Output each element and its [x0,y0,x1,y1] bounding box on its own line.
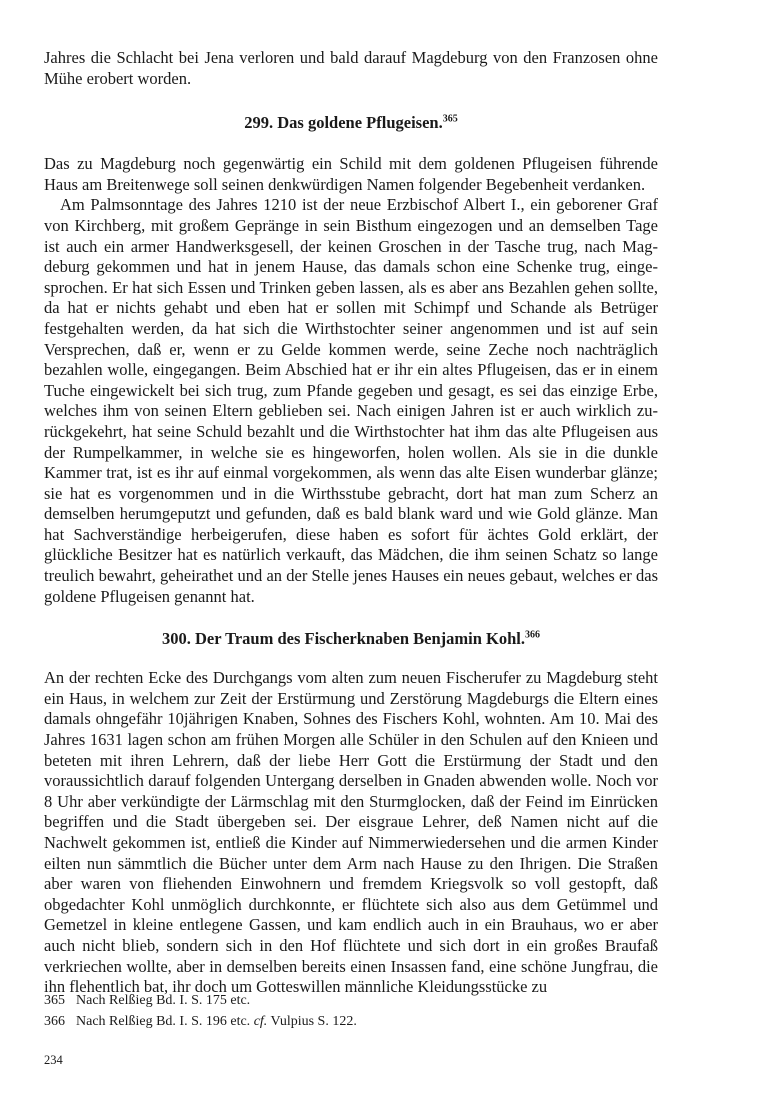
footnote-365 [44,990,658,1011]
section-title-300: 300. Der Traum des Fischerknaben Benjamin Kohl. [161,629,526,649]
section-heading-300 [44,629,658,649]
footnote-text-cont: Vulpius S. 122. [270,1014,357,1029]
section-300-paragraph-1: An der rechten Ecke des Durchgangs vom alten zum neuen Fischerufer zu Magdeburg steht ein Haus, in welchem zur Zeit der Erstürmung und Zerstörung Magdeburgs die Eltern eines damals ohngefähr 10jährigen Knaben, Sohnes des Fischers Kohl, wohnten. Am 10. Mai des Jahres 1631 lagen schon am frühen Morgen alle Schüler in den Schulen auf den Knieen und beteten mit ihren Lehrern, daß der liebe Herr Gott die Erstürmung der Stadt und den voraussichtlich darauf folgenden Untergang derselben in Gnaden abwenden wolle. Noch vor 8 Uhr aber verkündigte der Lärmschlag mit den Sturmglocken, daß der Feind im Einrücken begriffen und die Stadt übergeben sei. Der eisgraue Lehrer, deß Namen nicht auf die Nachwelt gekommen ist, entließ die Kinder auf Nimmerwiedersehen und die armen Kinder eilten nun sämmtlich die Bücher unter dem Arm nach Hause zu den Ihrigen. Die Straßen aber waren von fliehenden Einwohnern und fremdem Kriegsvolk so voll gestopft, daß obgedachter Kohl unmöglich durchkonnte, er flüchtete sich also aus dem Getümmel und Gemetzel in kleine entlegene Gassen, und kam endlich auch in ein Brauhaus, wo er aber auch nicht blieb, sondern sich in den Hof flüchtete und sich dort in ein großes Braufaß verkriechen wollte, aber in demselben bereits einen Insassen fand, eine schöne Jungfrau, die ihn flehentlich bat, ihr doch um Gotteswillen männliche Kleidungsstücke zu [44,668,658,997]
footnote-366 [44,1011,658,1032]
section-299-paragraph-1: Das zu Magdeburg noch gegenwärtig ein Schild mit dem goldenen Pflugeisen führende Haus am Breitenwege soll seinen denkwürdigen Namen folgender Begebenheit verdanken. [44,154,658,194]
footnote-number: 365 [44,993,65,1008]
section-299-paragraph-2: Am Palmsonntage des Jahres 1210 ist der neue Erzbischof Albert I., ein geborener Graf von Kirchberg, mit großem Gepränge in sein Bisthum eingezogen und an demselben Tage ist auch ein armer Handwerksgesell, der keinen Groschen in der Tasche trug, nach Magdeburg gekommen und hat in jenem Hause, das damals schon eine Schenke trug, eingesprochen. Er hat sich Essen und Trinken geben lassen, als es aber ans Bezahlen gehen sollte, da hat er nichts gehabt und eben hat er sollen mit Schimpf und Schande als Betrüger festgehalten werden, da hat sich die Wirthstochter seiner angenommen und ist auf sein Versprechen, daß er, wenn er zu Gelde kommen werde, seine Zeche noch nachträglich bezahlen wolle, eingegangen. Beim Abschied hat er ihr ein altes Pflugeisen, das er in einem Tuche eingewickelt bei sich trug, zum Pfande gegeben und gesagt, es sei das einzige Erbe, welches ihm von seinen Eltern geblieben sei. Nach einigen Jahren ist er auch wirklich zurückgekehrt, hat seine Schuld bezahlt und die Wirthstochter hat ihm das alte Pflugeisen aus der Rumpelkammer, in welche sie es hingeworfen, holen wollen. Als sie in die dunkle Kammer trat, ist es ihr auf einmal vorgekommen, als wenn das alte Eisen wunderbar glänze; sie hat es vorgenommen und in die Wirthsstube gebracht, dort hat man zum Scherz an demselben herumgeputzt und gefunden, daß es bald blank ward und wie Gold glänze. Man hat Sachverständige herbeigerufen, diese haben es sofort für ächtes Gold erklärt, der glückliche Besitzer hat es natürlich verkauft, das Mädchen, die ihm seinen Schatz so lange treulich bewahrt, geheirathet und an der Stelle jenes Hauses ein neues gebaut, welches er das goldene Pflugeisen genannt hat. [44,195,658,606]
footnote-ref-365[interactable]: 365 [442,113,458,125]
section-title-299: 299. Das goldene Pflugeisen. [244,113,443,133]
footnote-number: 366 [44,1014,65,1029]
footnote-cf: cf. [253,1014,268,1029]
page-body [44,48,658,998]
carry-over-paragraph: Jahres die Schlacht bei Jena verloren und bald darauf Magdeburg von den Franzosen ohne Mühe erobert worden. [44,48,658,88]
footnote-text: Nach Relßieg Bd. I. S. 196 etc. [76,1014,251,1029]
footnote-text: Nach Relßieg Bd. I. S. 175 etc. [76,993,251,1008]
footnotes [44,990,658,1032]
footnote-ref-366[interactable]: 366 [525,629,541,641]
page-number: 234 [44,1053,63,1067]
section-heading-299 [44,113,658,133]
